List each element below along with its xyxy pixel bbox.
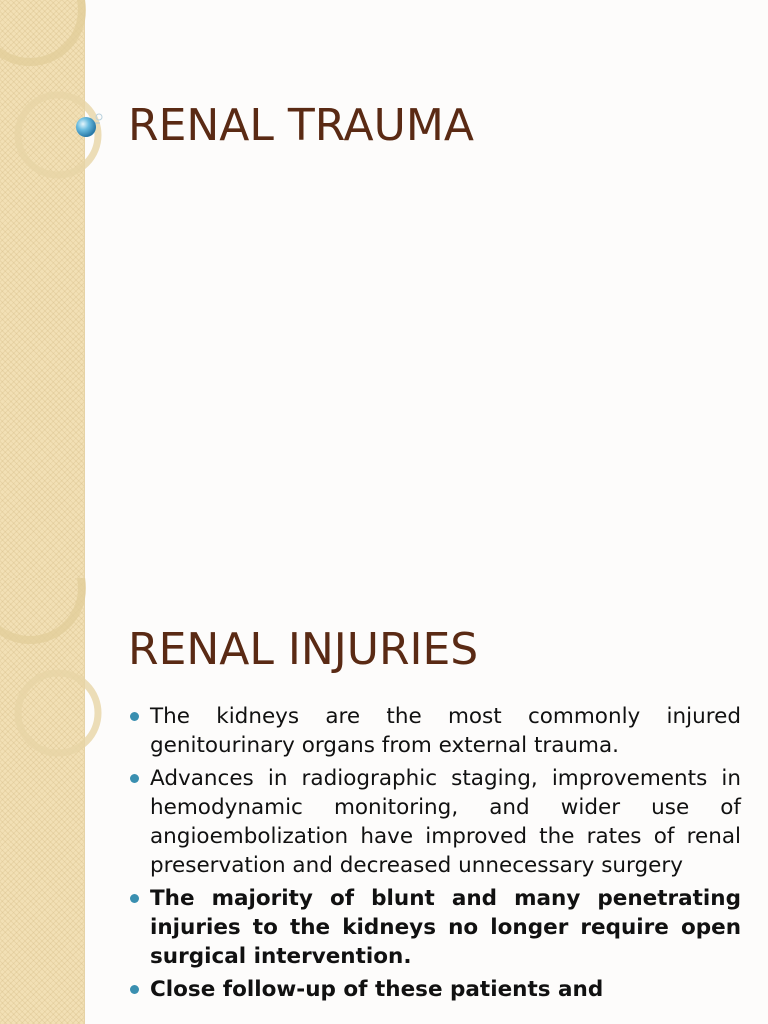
bullet-dot-icon bbox=[130, 774, 139, 783]
bullet-text: Advances in radiographic staging, improvements in hemodynamic monitoring, and wider use of angioembolization have improved the rates of renal preservation and decreased unnecessary surgery bbox=[150, 766, 741, 878]
decorative-rings bbox=[0, 0, 140, 220]
bullet-text: Close follow-up of these patients and bbox=[150, 977, 604, 1002]
slide-title: RENAL INJURIES bbox=[128, 624, 479, 675]
bullet-text: The kidneys are the most commonly injured genitourinary organs from external trauma. bbox=[150, 704, 741, 758]
bullet-text: The majority of blunt and many penetrating injuries to the kidneys no longer require open surgical intervention. bbox=[150, 886, 741, 969]
bullet-dot-icon bbox=[130, 985, 139, 994]
slide-renal-injuries bbox=[0, 578, 768, 1024]
bullet-item bbox=[128, 764, 741, 880]
blue-orb-icon bbox=[76, 117, 96, 137]
bullet-item bbox=[128, 702, 741, 760]
decorative-ring bbox=[18, 673, 98, 753]
bullet-dot-icon bbox=[130, 894, 139, 903]
slide-title: RENAL TRAUMA bbox=[128, 100, 474, 151]
decorative-ring bbox=[0, 0, 82, 62]
bullet-item bbox=[128, 884, 741, 971]
bullet-list bbox=[128, 702, 741, 1008]
decorative-rings bbox=[0, 578, 140, 798]
decorative-ring bbox=[0, 578, 82, 640]
bullet-dot-icon bbox=[130, 712, 139, 721]
bullet-item bbox=[128, 975, 741, 1004]
